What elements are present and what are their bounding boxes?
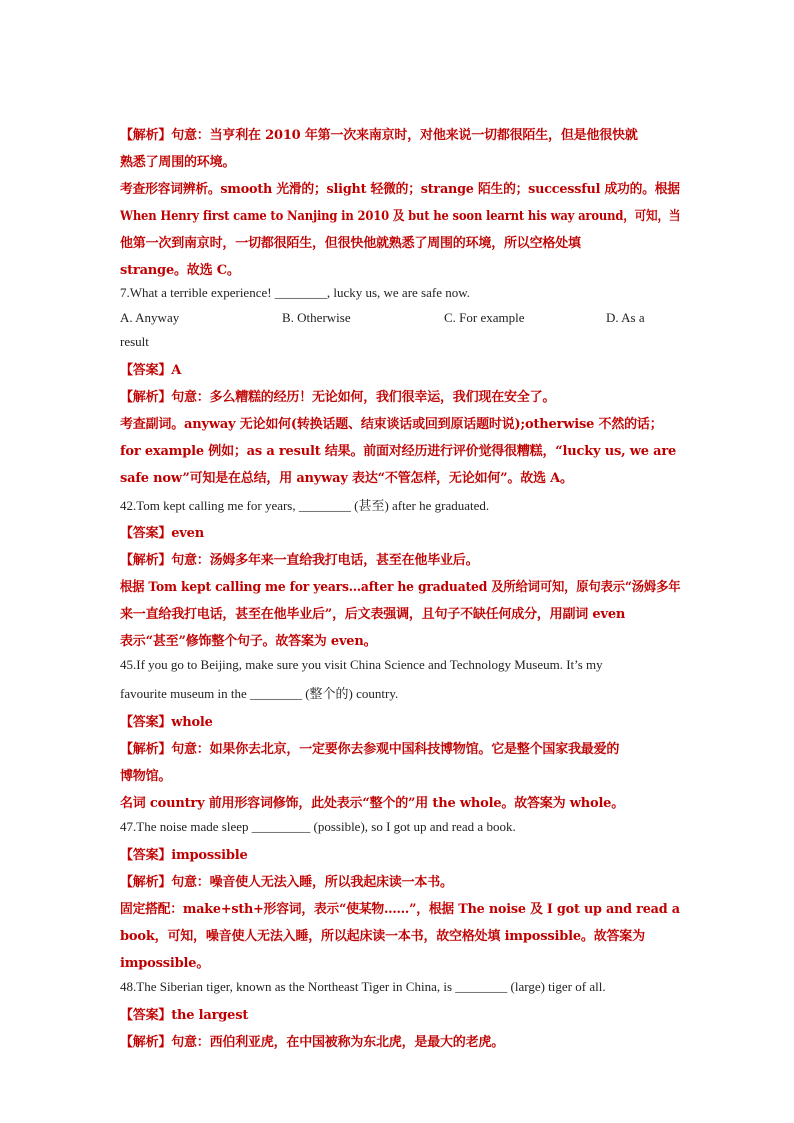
analysis-line: 表示“甚至”修饰整个句子。故答案为 even。 xyxy=(120,634,377,649)
analysis-line: for example 例如；as a result 结果。前面对经历进行评价觉得很糟糕，“lucky us, we are xyxy=(120,444,677,459)
analysis-line: 【解析】句意：当亨利在 2010 年第一次来南京时，对他来说一切都很陌生，但是他很快就 xyxy=(120,128,638,143)
answer-line: 【答案】A xyxy=(120,363,182,378)
question-48: 48.The Siberian tiger, known as the Northeast Tiger in China, is ________ (large) tiger of all. xyxy=(120,979,606,994)
question-45: 45.If you go to Beijing, make sure you visit China Science and Technology Museum. It’s my xyxy=(120,657,603,672)
analysis-line: 博物馆。 xyxy=(120,769,172,784)
analysis-line: impossible。 xyxy=(120,956,210,971)
analysis-line: When Henry first came to Nanjing in 2010 及 but he soon learnt his way around，可知，当 xyxy=(120,209,681,224)
option-a: A. Anyway xyxy=(120,310,180,325)
analysis-line: 熟悉了周围的环境。 xyxy=(120,155,236,170)
analysis-line: 【解析】句意：西伯利亚虎，在中国被称为东北虎，是最大的老虎。 xyxy=(120,1035,505,1050)
analysis-line: 考查形容词辨析。smooth 光滑的；slight 轻微的；strange 陌生的；successful 成功的。根据 xyxy=(120,182,680,197)
analysis-line: 名词 country 前用形容词修饰，此处表示“整个的”用 the whole。故答案为 whole。 xyxy=(120,796,625,811)
option-c: C. For example xyxy=(444,310,525,325)
analysis-line: book，可知，噪音使人无法入睡，所以起床读一本书，故空格处填 impossible。故答案为 xyxy=(120,929,645,944)
analysis-line: 【解析】句意：如果你去北京，一定要你去参观中国科技博物馆。它是整个国家我最爱的 xyxy=(120,742,620,757)
option-d-continued: result xyxy=(120,334,149,349)
question-42: 42.Tom kept calling me for years, ________ (甚至) after he graduated. xyxy=(120,498,490,513)
analysis-line: 来一直给我打电话，甚至在他毕业后”，后文表强调，且句子不缺任何成分，用副词 even xyxy=(120,607,626,622)
question-45-continued: favourite museum in the ________ (整个的) country. xyxy=(120,686,399,701)
analysis-line: safe now”可知是在总结，用 anyway 表达“不管怎样，无论如何”。故选 A。 xyxy=(120,471,573,486)
answer-line: 【答案】the largest xyxy=(120,1008,249,1023)
analysis-line: 考查副词。anyway 无论如何(转换话题、结束谈话或回到原话题时说);otherwise 不然的话； xyxy=(120,417,663,432)
analysis-line: 他第一次到南京时，一切都很陌生，但很快他就熟悉了周围的环境，所以空格处填 xyxy=(120,236,581,251)
analysis-line: 【解析】句意：噪音使人无法入睡，所以我起床读一本书。 xyxy=(120,875,453,890)
analysis-line: strange。故选 C。 xyxy=(120,263,240,278)
answer-line: 【答案】impossible xyxy=(120,848,248,863)
answer-line: 【答案】whole xyxy=(120,715,213,730)
answer-line: 【答案】even xyxy=(120,526,204,541)
option-d: D. As a xyxy=(606,310,645,325)
analysis-line: 根据 Tom kept calling me for years…after he graduated 及所给词可知，原句表示“汤姆多年 xyxy=(120,580,681,595)
question-7: 7.What a terrible experience! ________, lucky us, we are safe now. xyxy=(120,285,471,300)
analysis-line: 固定搭配：make+sth+形容词，表示“使某物……”，根据 The noise 及 I got up and read a xyxy=(120,902,680,917)
option-b: B. Otherwise xyxy=(282,310,351,325)
analysis-line: 【解析】句意：汤姆多年来一直给我打电话，甚至在他毕业后。 xyxy=(120,553,479,568)
analysis-line: 【解析】句意：多么糟糕的经历！无论如何，我们很幸运，我们现在安全了。 xyxy=(120,390,556,405)
question-47: 47.The noise made sleep _________ (possible), so I got up and read a book. xyxy=(120,819,516,834)
